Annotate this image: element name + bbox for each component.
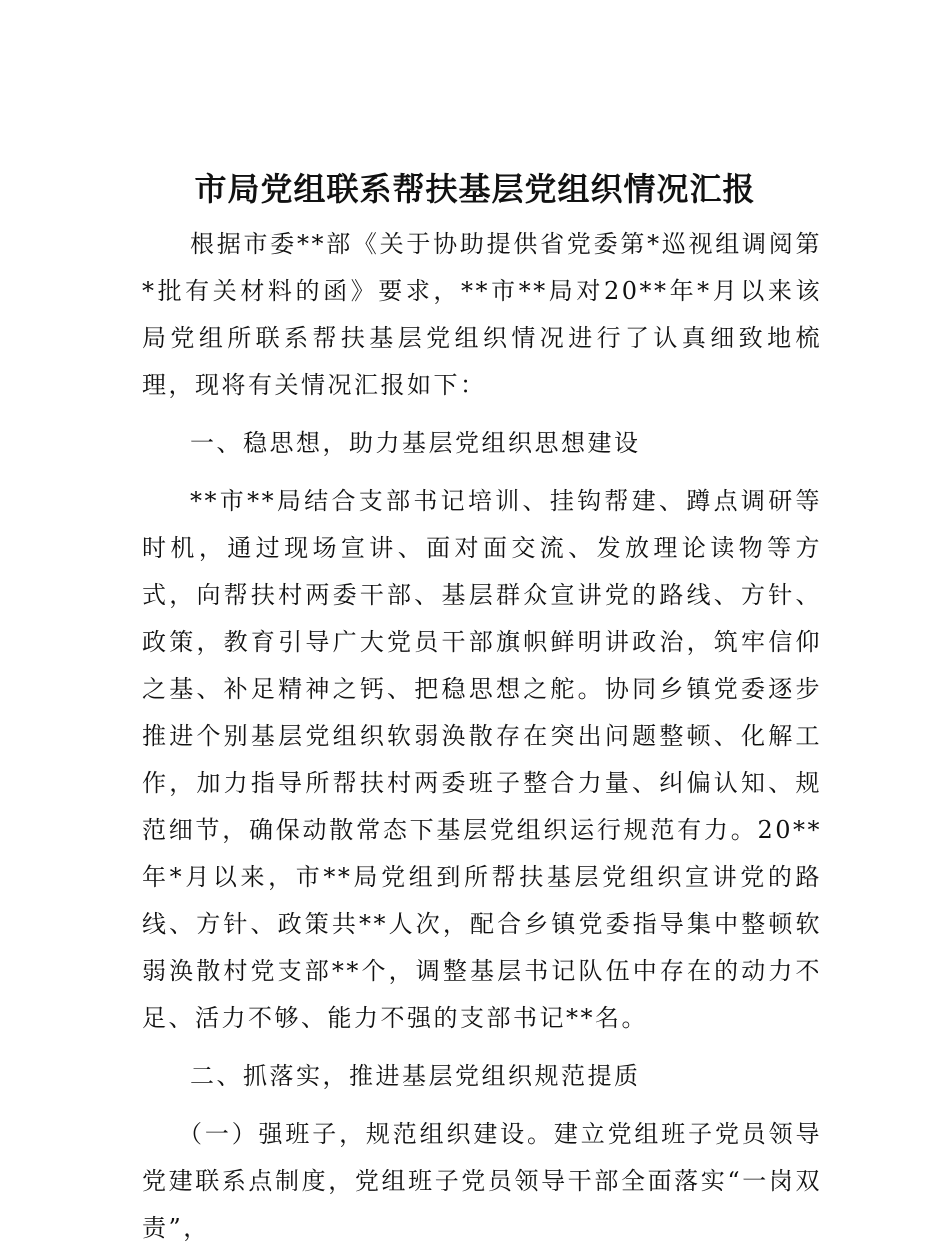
- document-title: 市局党组联系帮扶基层党组织情况汇报: [194, 170, 756, 208]
- section-1-heading: 一、稳思想，助力基层党组织思想建设: [190, 429, 641, 457]
- section-1-paragraph: **市**局结合支部书记培训、挂钩帮建、蹲点调研等时机，通过现场宣讲、面对面交流、发放理论读物等方式，向帮扶村两委干部、基层群众宣讲党的路线、方针、政策，教育引导广大党员干部旗帜鲜明讲政治，筑牢信仰之基、补足精神之钙、把稳思想之舵。协同乡镇党委逐步推进个别基层党组织软弱涣散存在突出问题整顿、化解工作，加力指导所帮扶村两委班子整合力量、纠偏认知、规范细节，确保动散常态下基层党组织运行规范有力。20**年*月以来，市**局党组到所帮扶基层党组织宣讲党的路线、方针、政策共**人次，配合乡镇党委指导集中整顿软弱涣散村党支部**个，调整基层书记队伍中存在的动力不足、活力不够、能力不强的支部书记**名。: [142, 487, 822, 1032]
- intro-paragraph: 根据市委**部《关于协助提供省党委第*巡视组调阅第*批有关材料的函》要求，**市**局对20**年*月以来该局党组所联系帮扶基层党组织情况进行了认真细致地梳理，现将有关情况汇报如下：: [142, 230, 822, 399]
- document-body: [142, 221, 822, 1252]
- section-2-subsection-1-paragraph: （一）强班子，规范组织建设。建立党组班子党员领导党建联系点制度，党组班子党员领导干部全面落实“一岗双责”，: [142, 1120, 822, 1242]
- section-2-heading: 二、抓落实，推进基层党组织规范提质: [190, 1062, 641, 1090]
